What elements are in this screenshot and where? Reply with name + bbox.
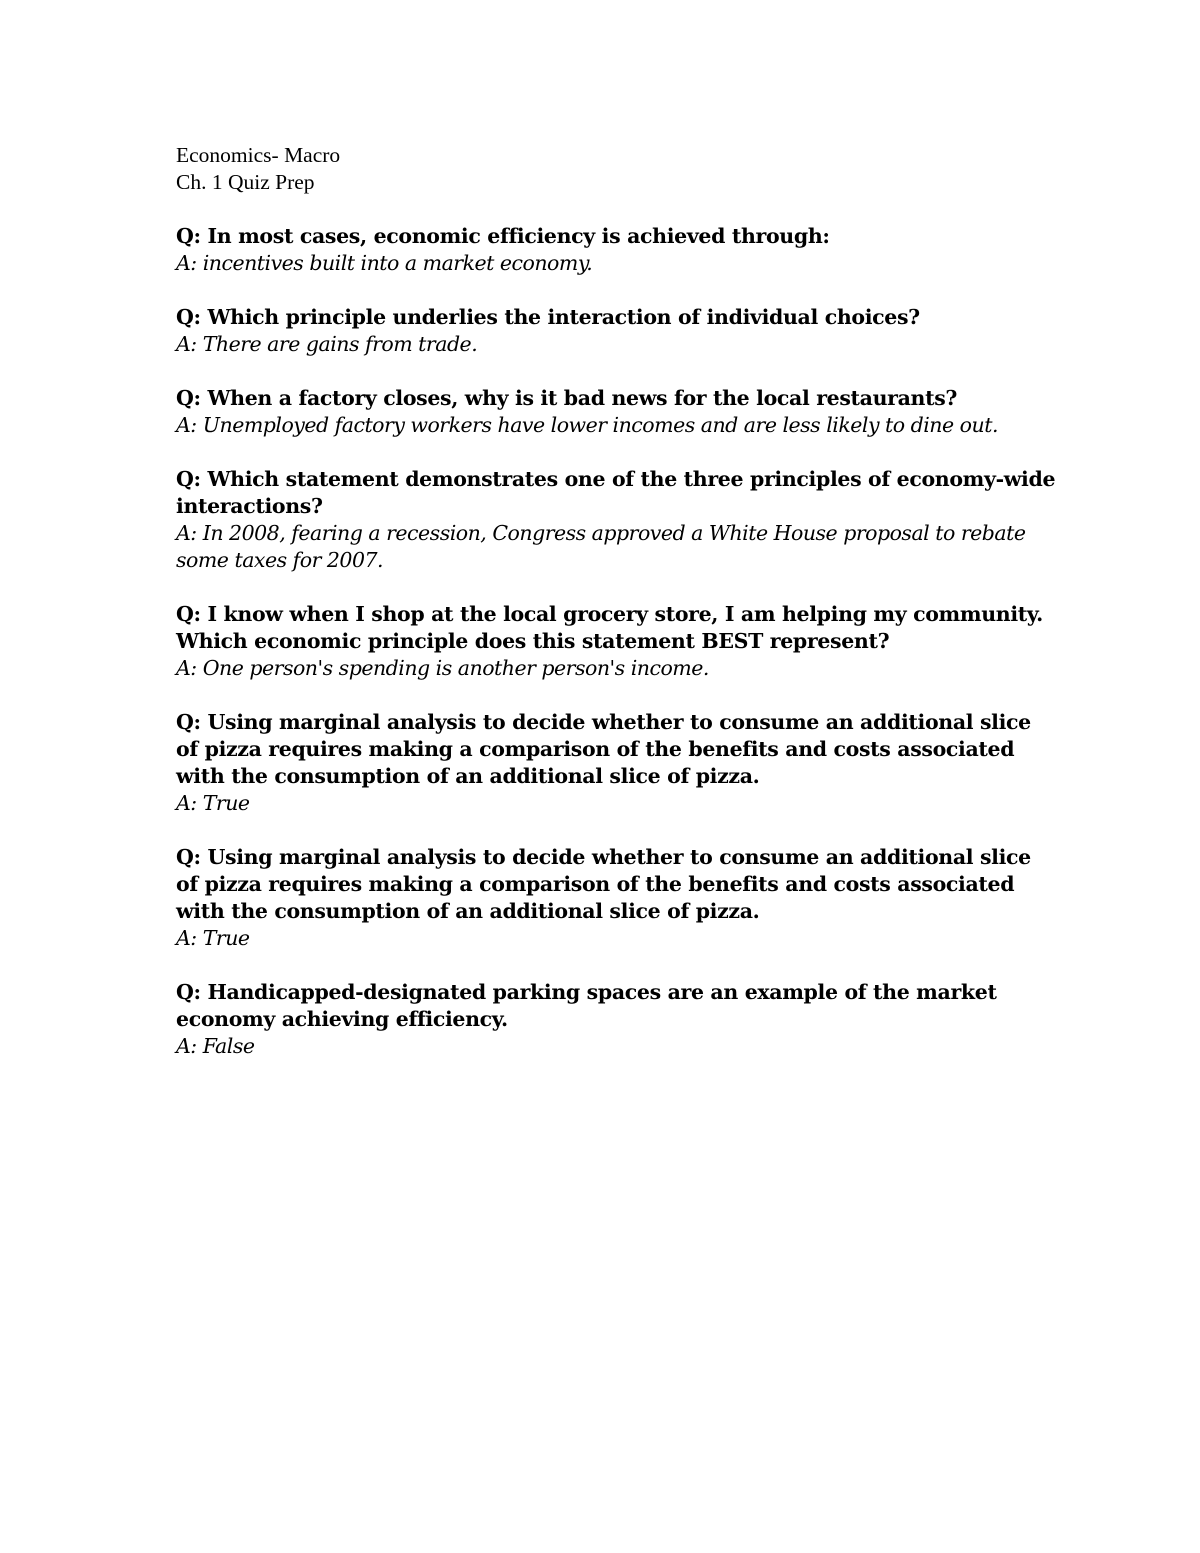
document-page [176,142,1056,1060]
answer-text: A: False [176,1034,255,1058]
qa-item-1 [176,223,1056,277]
question-text: Q: Using marginal analysis to decide whether to consume an additional slice of pizza requires making a comparison of the benefits and costs associated with the consumption of an additional slice of pizza. [176,845,1031,923]
qa-item-5 [176,601,1056,682]
answer-text: A: incentives built into a market economy. [176,251,593,275]
answer-text: A: In 2008, fearing a recession, Congress approved a White House proposal to rebate some taxes for 2007. [176,521,1026,572]
answer-text: A: One person's spending is another person's income. [176,656,709,680]
qa-item-8 [176,979,1056,1060]
question-text: Q: When a factory closes, why is it bad news for the local restaurants? [176,386,958,410]
qa-item-4 [176,466,1056,574]
question-text: Q: Which principle underlies the interaction of individual choices? [176,305,920,329]
course-title: Economics- Macro [176,143,341,167]
question-text: Q: Which statement demonstrates one of the three principles of economy-wide interactions? [176,467,1056,518]
qa-item-6 [176,709,1056,817]
qa-item-7 [176,844,1056,952]
answer-text: A: True [176,791,250,815]
question-text: Q: In most cases, economic efficiency is achieved through: [176,224,830,248]
answer-text: A: True [176,926,250,950]
answer-text: A: Unemployed factory workers have lower incomes and are less likely to dine out. [176,413,998,437]
question-text: Q: Handicapped-designated parking spaces are an example of the market economy achieving efficiency. [176,980,997,1031]
answer-text: A: There are gains from trade. [176,332,478,356]
question-text: Q: Using marginal analysis to decide whether to consume an additional slice of pizza requires making a comparison of the benefits and costs associated with the consumption of an additional slice of pizza. [176,710,1031,788]
question-text: Q: I know when I shop at the local grocery store, I am helping my community. Which economic principle does this statement BEST represent? [176,602,1043,653]
qa-item-3 [176,385,1056,439]
document-subtitle: Ch. 1 Quiz Prep [176,170,315,194]
qa-item-2 [176,304,1056,358]
